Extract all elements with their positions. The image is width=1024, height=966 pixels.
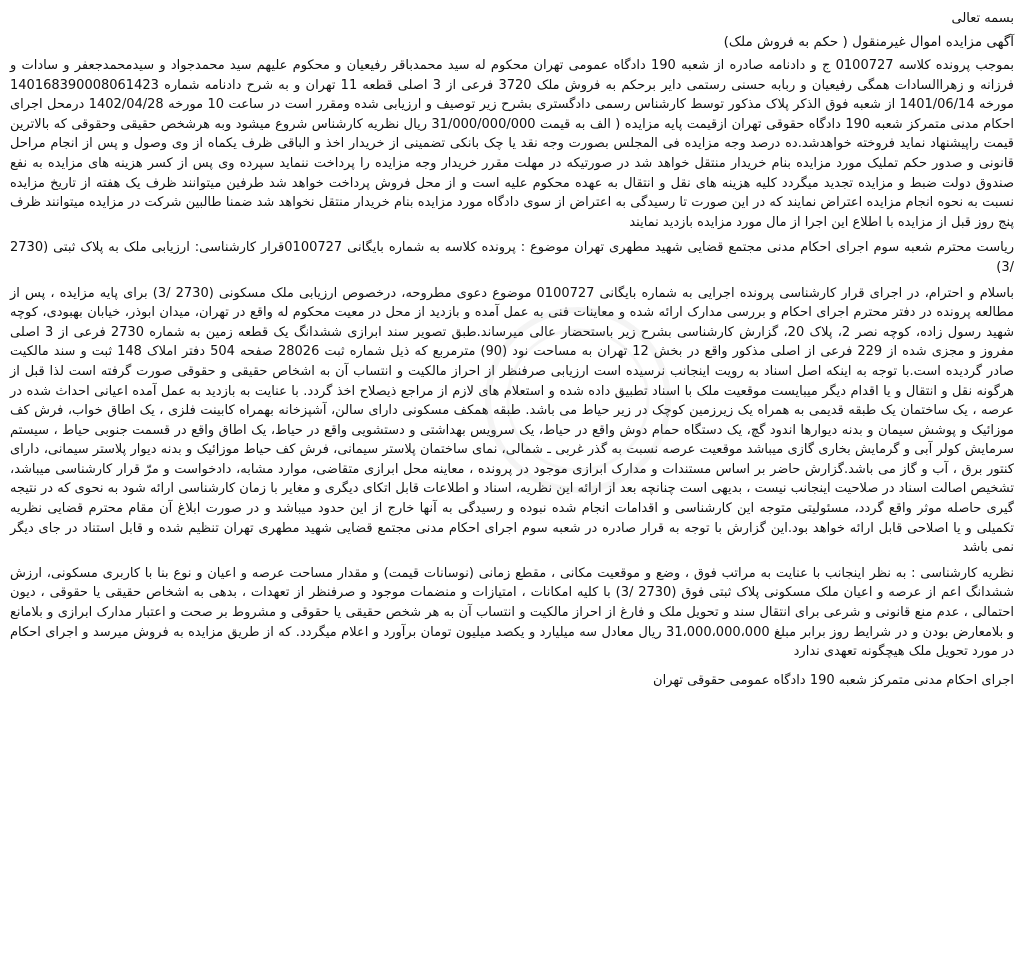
expert-opinion-paragraph: نظریه کارشناسی : به نظر اینجانب با عنایت به مراتب فوق ، وضع و موقعیت مکانی ، مقطع زمانی (نوسانات قیمت) و مقدار مساحت عرصه و اعیان و نوع بنا با کاربری مسکونی، ارزش ششدانگ اعم از عرصه و اعیان ملک مسکونی پلاک ثبتی فوق (2730 /3) با کلیه امکانات ، امتیازات و منضمات موجود و صرفنظر از تعهدات ، بدهی به اشخاص حقیقی یا حقوقی ، دیون احتمالی ، عدم منع قانونی و شرعی برای انتقال سند و تحویل ملک و فارغ از احراز مالکیت و انتساب آن به هر شخص حقیقی یا حقوقی و مشروط بر صحت و اعتبار مدارک ابرازی و بلامانع و بلامعارض بودن و در شرایط روز برابر مبلغ 31،000،000،000 ریال معادل سه میلیارد و یکصد میلیون تومان برآورد و اعلام میگردد. که از طریق مزایده به فروش میرسد و اجرای احکام در مورد تحویل ملک هیچگونه تعهدی ندارد bbox=[10, 565, 1014, 660]
auction-announcement-paragraph: بموجب پرونده کلاسه 0100727 ج و دادنامه صادره از شعبه 190 دادگاه عمومی تهران محکوم له سید محمدباقر رفیعیان و محکوم علیهم سید محمدجواد و سیدمحمدجعفر و سادات و فرزانه و زهراالسادات همگی رفیعیان و ربابه حسنی رستمی دایر برحکم به فروش ملک 3720 فرعی از 3 اصلی قطعه 11 تهران و به شرح دادنامه شماره 140168390008061423 مورخه 1401/06/14 از شعبه فوق الذکر پلاک مذکور توسط کارشناس رسمی دادگستری بشرح زیر توصیف و ارزیابی شده ومقرر است در ساعت 10 مورخه 1402/04/28 درمحل اجرای احکام مدنی متمرکز شعبه 190 دادگاه حقوقی تهران ازقیمت پایه مزایده ( الف به قیمت 31/000/000/000 ریال نظریه کارشناس شروع میشود وبه هرشخص حقیقی وحقوقی که بالاترین قیمت راپیشنهاد نماید فروخته خواهدشد.ده درصد وجه مزایده فی المجلس بصورت وجه نقد یا چک بانکی تضمینی از خریدار اخذ و الباقی ظرف یکماه از وی وصول و پس از انجام مراحل قانونی و صدور حکم تملیک مورد مزایده بنام خریدار منتقل خواهد شد در صورتیکه در مهلت مقرر خریدار وجه مزایده را پرداخت ننماید سپرده وی پس از کسر هزینه های مزایده به نفع صندوق دولت ضبط و مزایده تجدید میگردد کلیه هزینه های نقل و انتقال به عهده محکوم علیه است و از محل فروش پرداخت خواهد شد طرفین میتوانند ظرف یک هفته از تاریخ مزایده نسبت به نحوه انجام مزایده اعتراض نمایند که در این صورت تا رسیدگی به اعتراض از سوی دادگاه مورد مزایده بنام خریدار منتقل نخواهد شد ضمنا طالبین شرکت در مزایده میتوانند ظرف پنج روز قبل از مزایده با اطلاع این اجرا از مال مورد مزایده بازدید نمایند bbox=[10, 58, 1015, 230]
notice-title: آگهی مزایده اموال غیرمنقول ( حکم به فروش ملک) bbox=[723, 34, 1014, 50]
expert-report-body-paragraph: باسلام و احترام، در اجرای قرار کارشناسی پرونده اجرایی به شماره بایگانی 0100727 موضوع دعوی مطروحه، درخصوص ارزیابی ملک مسکونی (2730 /3) برای پایه مزایده ، پس از مطالعه پرونده در دفتر محترم اجرای احکام و بررسی مدارک ارائه شده و معاینات فنی به عمل آمده و بازدید از محل در معیت محکوم له واقع در تهران، میدان ابوذر، خیابان بهبودی، کوچه شهید رسول زاده، کوچه نصر 2، پلاک 20، گزارش کارشناسی بشرح زیر باستحضار عالی میرساند.طبق تصویر سند ابرازی ششدانگ یک قطعه زمین به شماره 2730 فرعی از 3 اصلی مفروز و مجزی شده از 229 فرعی از اصلی مذکور واقع در بخش 12 تهران به مساحت نود (90) مترمربع که ذیل شماره ثبت 28026 صفحه 504 دفتر املاک 148 ثبت و سند مالکیت صادر گردیده است.با توجه به اینکه اصل اسناد به رویت اینجانب نرسیده است ارزیابی صرفنظر از احراز مالکیت و انتساب آن به اشخاص حقیقی و حقوقی صورت گرفته است لذا قبل از هرگونه نقل و انتقال و یا اقدام دیگر میبایست موقعیت ملک با اسناد تطبیق داده شده و استعلام های لازم از مراجع ذیصلاح اخذ گردد. با عنایت به بازدید به عمل آمده اعیانی احداث شده در عرصه ، یک ساختمان یک طبقه قدیمی به همراه یک زیرزمین کوچک در زیر حیاط می باشد. طبقه همکف مسکونی دارای سالن، آشپزخانه بهمراه کابینت فلزی ، یک اطاق خواب، فرش کف موزائیک و پوشش سیمان و بدنه دیوارها اندود گچ، یک دستگاه حمام دوش واقع در حیاط، یک سرویس بهداشتی و دستشویی واقع در حیاط، یک اطاق واقع در قسمت جنوبی حیاط ، سیستم سرمایش کولر آبی و گرمایش بخاری گازی میباشد موقعیت عرصه نسبت به گذر غربی ـ شمالی، نمای ساختمان پلاستر سیمانی، فرش کف حیاط موزائیک و بدنه دیوار پلاستر سیمانی، دارای کنتور برق ، آب و گاز می باشد.گزارش حاضر بر اساس مستندات و مدارک ابرازی موجود در پرونده ، معاینه محل ابرازی متقاضی، موارد مشابه، دادخواست و مرّ قرار کارشناسی میباشد، تشخیص اصالت اسناد در صلاحیت اینجانب نیست ، بدیهی است چنانچه بعد از ارائه این نظریه، اسناد و اطلاعات قابل اتکای دیگری و مغایر با زمان کارشناسی ارائه شود به نحوی که در نتیجه گیری حاصله موثر واقع گردد، مسئولیتی متوجه این کارشناسی و اقدامات انجام شده نبوده و رسیدگی به آنها خارج از این حدود میباشد و در صورت ابلاغ آن مقام محترم قضایی نظریه تکمیلی و یا اصلاحی قابل ارائه خواهد بود.این گزارش با توجه به قرار صادره در شعبه سوم اجرای احکام مدنی مجتمع قضایی شهید مطهری تهران تنظیم شده و قابل استناد در جای دیگر نمی باشد bbox=[10, 285, 1015, 556]
bismillah-heading: بسمه تعالی bbox=[951, 11, 1014, 26]
expert-report-subject-paragraph: ریاست محترم شعبه سوم اجرای احکام مدنی مجتمع قضایی شهید مطهری تهران موضوع : پرونده کلاسه به شماره بایگانی 0100727قرار کارشناسی: ارزیابی ملک به پلاک ثبتی (2730 /3) bbox=[10, 240, 1014, 275]
issuing-authority-signature: اجرای احکام مدنی متمرکز شعبه 190 دادگاه عمومی حقوقی تهران bbox=[653, 672, 1014, 688]
